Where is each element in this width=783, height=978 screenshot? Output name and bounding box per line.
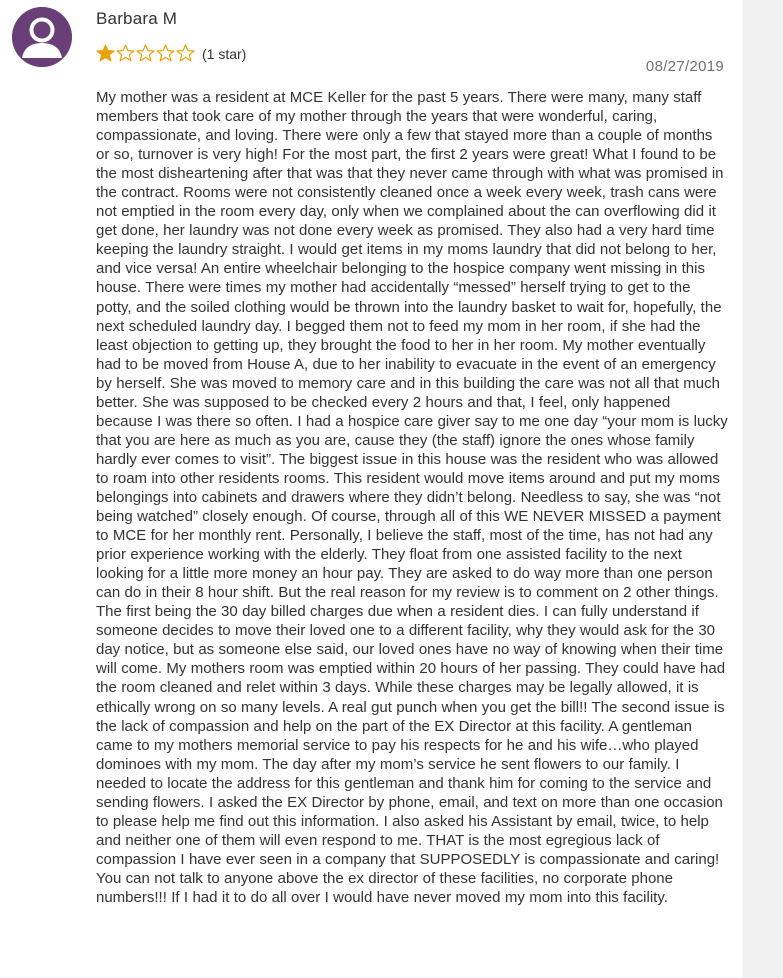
star-rating (96, 41, 246, 65)
star-outline-icon (116, 44, 135, 63)
star-outline-icon (156, 44, 175, 63)
star-filled-icon (96, 44, 115, 63)
star-outline-icon (136, 44, 155, 63)
star-outline-icon (176, 44, 195, 63)
user-avatar-icon (12, 7, 72, 67)
reviewer-name: Barbara M (96, 9, 178, 28)
review-date: 08/27/2019 (645, 58, 724, 75)
rating-label: (1 star) (202, 46, 247, 62)
review-text: My mother was a resident at MCE Keller for the past 5 years. There were many, many staff members that took care of my mother through the years that were wonderful, caring, compassionate, and loving. There were only a few that stayed more than a couple of months or so, turnover is very high! For the most part, the first 2 years were great! What I found to be the most disheartening after that was that they never came through with what was promised in the contract. Rooms were not consistently cleaned once a week every week, trash cans were not emptied in the room every day, only when we complained about the can overflowing did it get done, her laundry was not done every week as promised. They also had a very hard time keeping the laundry straight. I would get items in my moms laundry that did not belong to her, and vice versa! An entire wheelchair belonging to the hospice company went missing in this house. There were times my mother had accidentally “messed” herself trying to get to the potty, and the soiled clothing would be thrown into the laundry basket to wait for, hopefully, the next scheduled laundry day. I begged them not to feed my mom in her room, if she had the least objection to getting up, they brought the food to her in her room. My mother eventually had to be moved from House A, due to her inability to evacuate in the event of an emergency by herself. She was moved to memory care and in this building the care was not all that much better. She was supposed to be checked every 2 hours and that, I feel, only happened because I was there so often. I had a hospice care giver say to me one day “your mom is lucky that you are here as much as you are, cause they (the staff) ignore the ones whose family hardly ever comes to visit”. The biggest issue in this house was the resident who was allowed to roam into other residents rooms. This resident would move items around and put my moms belongings into cabinets and drawers where they didn’t belong. Needless to say, she was “not being watched” closely enough. Of course, through all of this WE NEVER MISSED a payment to MCE for her monthly rent. Personally, I believe the staff, most of the time, has not had any prior experience working with the elderly. They float from one assisted facility to the next looking for a little more money an hour pay. They are asked to do way more than one person can do in their 8 hour shift. But the real reason for my review is to comment on 2 other things. The first being the 30 day billed charges due when a resident dies. I can fully understand if someone decides to move their loved one to a different facility, why they would ask for the 30 day notice, but as someone else said, our loved ones have no way of knowing when their time will come. My mothers room was emptied within 20 hours of her passing. They could have had the room cleaned and relet within 3 days. While these charges may be legally allowed, it is ethically wrong on so many levels. A real gut punch when you get the bill!! The second issue is the lack of compassion and help on the part of the EX Director at this facility. A gentleman came to my mothers memorial service to pay his respects for he and his wife…who played dominoes with my mom. The day after my mom’s service he sent flowers to our family. I needed to locate the address for this gentleman and thank him for coming to the service and sending flowers. I asked the EX Director by phone, email, and text on more than one occasion to please help me find out this information. I also asked his Assistant by email, twice, to help and neither one of them will even respond to me. THAT is the most egregious lack of compassion I have ever seen in a company that SUPPOSEDLY is compassionate and caring! You can not talk to anyone above the ex director of these facilities, no corporate phone numbers!!! If I had it to do all over I would have never moved my mom into this facility. (96, 89, 728, 906)
rating-stars (96, 44, 196, 63)
page-gutter (742, 0, 783, 978)
